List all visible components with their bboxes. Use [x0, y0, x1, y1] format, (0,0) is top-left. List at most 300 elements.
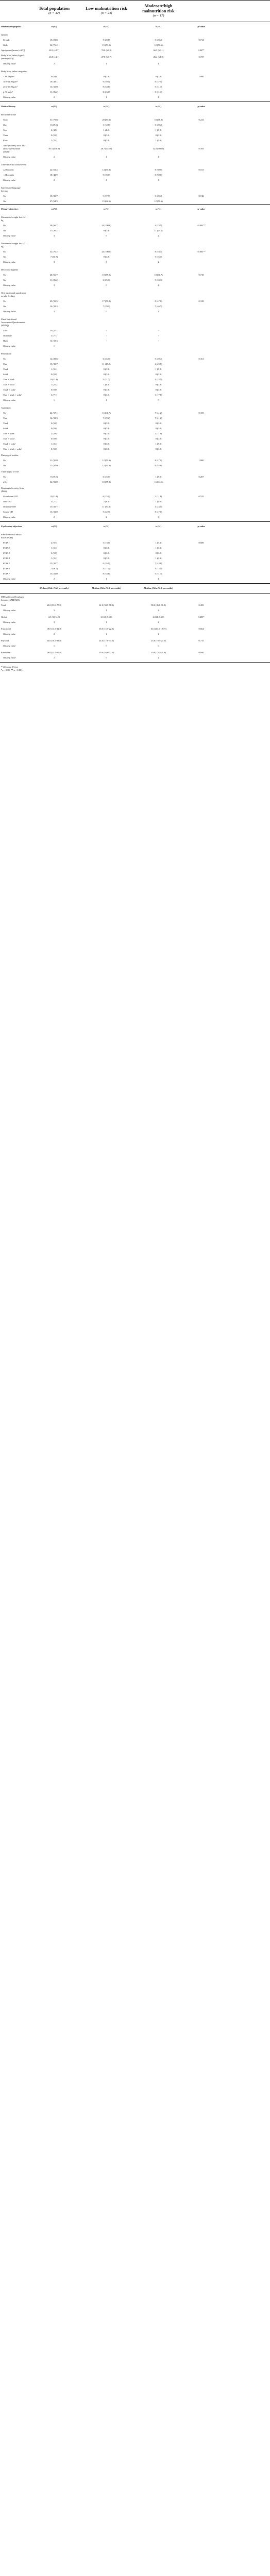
- value-cell: 1: [106, 399, 107, 401]
- value-cell: 1 (2.4): [51, 368, 57, 370]
- row-label: No: [3, 459, 6, 462]
- row-label: No: [3, 300, 6, 302]
- value-cell: 1 (2.4): [51, 443, 57, 445]
- p-value-cell: [184, 643, 218, 650]
- value-cell: 0 (0.0): [103, 373, 110, 376]
- value-cell: 3: [53, 261, 55, 263]
- value-cell: 34 (81.0): [49, 481, 59, 483]
- value-cell: 19.0 (15.5-22.0): [46, 651, 62, 654]
- value-cell: 4 (23.5): [155, 505, 162, 508]
- p-value-cell: [184, 233, 218, 240]
- row-spacer-cell: [218, 117, 270, 123]
- variable-spacer-cell: [28, 531, 80, 540]
- row-spacer-cell: [218, 273, 270, 278]
- value-cell: 0 (0.0): [103, 75, 110, 78]
- row-spacer-cell: [218, 233, 270, 240]
- variable-spacer-cell: [28, 31, 80, 38]
- p-value-cell: [184, 416, 218, 421]
- variable-spacer-cell: [184, 240, 218, 249]
- p-value-cell: 0.499: [198, 604, 204, 606]
- row-spacer-cell: [218, 494, 270, 499]
- row-label: FOIS 5: [3, 562, 10, 565]
- value-cell: 28 (66.7): [49, 274, 59, 276]
- value-cell: 26.4 (±4.9): [153, 56, 164, 58]
- p-value-cell: [184, 566, 218, 571]
- table-row: [0, 143, 270, 155]
- row-label: Time (months) since last stroke event [mean (±SD)]: [3, 144, 25, 153]
- value-cell: 18 (42.9): [49, 174, 59, 176]
- table-row: [0, 199, 270, 205]
- p-value-cell: [184, 43, 218, 48]
- value-cell: 11 (73.3): [154, 229, 163, 232]
- p-value-cell: 0.718: [198, 274, 204, 276]
- variable-spacer-cell: [132, 31, 184, 38]
- variable-spacer-cell: [218, 266, 270, 273]
- p-value-cell: 0.047*: [198, 49, 205, 52]
- row-spacer-cell: [218, 167, 270, 173]
- value-cell: 2: [53, 156, 55, 158]
- p-value-cell: [184, 178, 218, 184]
- value-cell: 39.3 (±30.8): [48, 147, 60, 150]
- value-cell: 0 (0.0): [155, 422, 162, 425]
- value-cell: 8 (47.1): [155, 459, 162, 462]
- value-cell: 2: [53, 633, 55, 635]
- value-cell: 0 (0.0): [103, 443, 110, 445]
- variable-spacer-cell: [80, 68, 132, 74]
- value-cell: 3 (7.1): [51, 334, 57, 337]
- value-cell: 9 (37.5): [103, 195, 110, 197]
- value-cell: 1: [106, 179, 107, 181]
- section-column-label: n (%): [80, 102, 132, 112]
- value-cell: 8 (53.3): [155, 250, 162, 253]
- variable-name-row: [0, 316, 270, 328]
- row-label: ≤24 months: [3, 168, 14, 171]
- p-value-cell: [184, 387, 218, 393]
- value-cell: 1 (2.4): [51, 547, 57, 549]
- row-label: Yes: [3, 279, 6, 281]
- row-label: Female: [3, 39, 10, 41]
- value-cell: 13 (31.0): [49, 511, 59, 513]
- variable-spacer-cell: [132, 161, 184, 167]
- value-cell: 2.5 (1.0-4.0): [100, 616, 112, 618]
- table-footnotes: [0, 662, 270, 674]
- table-row: [0, 117, 270, 123]
- value-cell: 4 (17.4): [103, 567, 110, 570]
- value-cell: 3 (17.6): [155, 394, 162, 396]
- results-table: [0, 0, 270, 662]
- table-row: [0, 603, 270, 608]
- p-value-cell: 1.000: [198, 75, 204, 78]
- value-cell: 15 (62.5): [102, 200, 111, 202]
- value-cell: 0 (0.0): [103, 139, 110, 142]
- value-cell: -: [158, 340, 159, 342]
- value-cell: 58.0 (45.0-71.0): [151, 604, 166, 606]
- table-row: [0, 421, 270, 426]
- row-spacer-cell: [218, 499, 270, 504]
- variable-spacer-cell: [132, 350, 184, 357]
- row-label: No relevant OD: [3, 495, 18, 498]
- p-value-cell: [184, 328, 218, 333]
- row-spacer-cell: [218, 577, 270, 584]
- value-cell: 1: [106, 609, 107, 612]
- value-cell: 1 (5.9): [155, 139, 162, 142]
- variable-name-row: [0, 594, 270, 603]
- value-cell: 1: [106, 96, 107, 98]
- variable-spacer-cell: [28, 68, 80, 74]
- value-cell: 1: [53, 345, 55, 347]
- value-cell: 5 (29.4): [155, 124, 162, 126]
- p-value-cell: 0.105: [198, 412, 204, 414]
- value-cell: 16 (38.1): [49, 80, 59, 83]
- value-cell: 2: [158, 609, 159, 612]
- section-title: Primary objectives: [0, 205, 28, 214]
- p-value-cell: [184, 228, 218, 233]
- row-spacer-cell: [218, 283, 270, 290]
- table-row: [0, 382, 270, 387]
- row-spacer-cell: [218, 123, 270, 128]
- row-label: Missing value: [3, 62, 16, 65]
- row-label: No: [3, 195, 6, 197]
- value-cell: 15 (35.7): [49, 562, 59, 565]
- value-cell: 12 (50.0): [102, 459, 111, 462]
- p-value-cell: [184, 61, 218, 68]
- value-cell: 70.6 (±8.3): [101, 49, 112, 52]
- value-cell: 0: [106, 645, 107, 647]
- row-spacer-cell: [218, 515, 270, 522]
- section-column-label: p-value: [184, 205, 218, 214]
- value-cell: 0 (0.0): [103, 229, 110, 232]
- p-value-cell: [184, 362, 218, 367]
- row-spacer-cell: [218, 620, 270, 626]
- header-low-risk: [80, 1, 132, 22]
- variable-spacer-cell: [218, 350, 270, 357]
- row-label: Moderate: [3, 334, 12, 337]
- variable-name: Speech-and-language therapy: [1, 187, 21, 192]
- row-label: Body Mass Index (kg/m²) [mean (±SD)]: [1, 54, 25, 60]
- value-cell: 0 (0.0): [155, 552, 162, 554]
- row-label: Emotional: [1, 651, 11, 654]
- p-value-cell: [184, 377, 218, 382]
- row-label: Missing value: [3, 656, 16, 659]
- row-spacer-cell: [218, 249, 270, 255]
- row-label: No: [3, 358, 6, 360]
- row-spacer-cell: [218, 173, 270, 178]
- value-cell: 5 (22.7): [103, 511, 110, 513]
- p-value-cell: [184, 577, 218, 584]
- section-header-row: [0, 205, 270, 214]
- row-spacer-cell: [218, 603, 270, 608]
- table-row: [0, 43, 270, 48]
- value-cell: 7 (41.2): [155, 417, 162, 419]
- value-cell: 1: [158, 179, 159, 181]
- header-moderate-high-risk: [132, 1, 184, 22]
- p-value-cell: [184, 79, 218, 84]
- row-label: Thin + thick: [3, 378, 14, 381]
- section-column-label: n (%): [80, 22, 132, 32]
- row-spacer-cell: [218, 74, 270, 79]
- row-label: Yes: [3, 464, 6, 467]
- value-cell: 5 (31.3): [155, 91, 162, 93]
- p-value-cell: [184, 515, 218, 522]
- value-cell: 27.0 (±3.7): [101, 56, 112, 58]
- p-value-cell: 0.940: [198, 651, 204, 654]
- p-value-cell: [184, 571, 218, 577]
- table-row: [0, 84, 270, 90]
- value-cell: 5 (20.8): [103, 39, 110, 41]
- variable-name: Body Mass Index categories: [1, 70, 27, 73]
- p-value-cell: 0.737: [198, 56, 204, 58]
- table-row: [0, 577, 270, 584]
- value-cell: 0 (0.0): [51, 388, 57, 391]
- variable-spacer-cell: [184, 214, 218, 223]
- section-spacer-cell: [218, 205, 270, 214]
- row-spacer-cell: [218, 372, 270, 377]
- row-spacer-cell: [218, 442, 270, 447]
- p-value-cell: 1.000: [198, 459, 204, 462]
- variable-spacer-cell: [184, 531, 218, 540]
- row-spacer-cell: [218, 338, 270, 344]
- value-cell: 13 (31.0): [49, 86, 59, 88]
- row-label: Two: [3, 129, 7, 131]
- value-cell: 52.0 (±60.0): [153, 147, 164, 150]
- value-cell: 0 (0.0): [51, 427, 57, 430]
- table-header-row: [0, 1, 270, 22]
- row-spacer-cell: [218, 309, 270, 316]
- value-cell: 0 (0.0): [51, 437, 57, 440]
- value-cell: 4 (9.5): [51, 541, 57, 544]
- value-cell: 8 (50.0): [155, 174, 162, 176]
- value-cell: 24 (57.1): [49, 329, 59, 332]
- p-value-cell: [184, 393, 218, 398]
- row-spacer-cell: [218, 474, 270, 480]
- p-value-cell: 0.715: [198, 639, 204, 642]
- row-label: Functional: [1, 628, 11, 630]
- row-spacer-cell: [218, 421, 270, 426]
- row-label: No: [3, 412, 6, 414]
- row-spacer-cell: [218, 411, 270, 416]
- variable-spacer-cell: [28, 350, 80, 357]
- p-value-cell: [184, 123, 218, 128]
- p-value-cell: [184, 546, 218, 551]
- variable-spacer-cell: [28, 111, 80, 117]
- row-label: Missing value: [3, 234, 16, 237]
- table-page: [0, 0, 270, 674]
- section-column-label: n (%): [28, 102, 80, 112]
- value-cell: 0: [106, 656, 107, 659]
- variable-spacer-cell: [28, 290, 80, 299]
- p-value-cell: [184, 655, 218, 662]
- variable-name: 'Other signs' of OD: [1, 470, 19, 473]
- row-label: Missing value: [3, 609, 16, 612]
- p-value-cell: [184, 421, 218, 426]
- row-spacer-cell: [218, 431, 270, 436]
- value-cell: 0 (0.0): [51, 448, 57, 450]
- value-cell: 0 (0.0): [51, 75, 57, 78]
- section-title: Patient demographics: [0, 22, 28, 32]
- row-spacer-cell: [218, 199, 270, 205]
- value-cell: 0 (0.0): [103, 557, 110, 560]
- table-row: [0, 540, 270, 546]
- row-spacer-cell: [218, 43, 270, 48]
- variable-spacer-cell: [132, 290, 184, 299]
- value-cell: 7 (16.7): [50, 567, 58, 570]
- value-cell: 0 (0.0): [103, 256, 110, 258]
- variable-name: Unintended weight loss >3 kg: [1, 242, 26, 248]
- row-label: No: [3, 224, 6, 227]
- variable-spacer-cell: [218, 468, 270, 474]
- p-value-cell: <0.001**: [197, 224, 206, 227]
- row-label: Missing value: [3, 633, 16, 635]
- value-cell: 1 (5.9): [155, 476, 162, 478]
- table-row: [0, 608, 270, 615]
- value-cell: 12 (50.0): [102, 464, 111, 467]
- value-cell: 13 (31.0): [49, 572, 59, 575]
- p-value-cell: [184, 260, 218, 266]
- value-cell: 0 (0.0): [103, 427, 110, 430]
- value-cell: 4 (23.5): [155, 363, 162, 365]
- value-cell: -: [158, 334, 159, 337]
- row-spacer-cell: [218, 393, 270, 398]
- value-cell: 2 (4.8): [51, 129, 57, 131]
- section-spacer-cell: [218, 584, 270, 594]
- header-total-n: (n = 42): [48, 11, 60, 15]
- variable-spacer-cell: [132, 316, 184, 328]
- p-value-cell: [184, 138, 218, 143]
- row-spacer-cell: [218, 333, 270, 338]
- variable-name-row: [0, 68, 270, 74]
- row-spacer-cell: [218, 436, 270, 442]
- section-spacer-cell: [218, 102, 270, 112]
- table-row: [0, 178, 270, 184]
- variable-spacer-cell: [80, 404, 132, 411]
- p-value-cell: [184, 426, 218, 431]
- row-label: Thin + solid: [3, 437, 14, 440]
- variable-name-row: [0, 266, 270, 273]
- value-cell: -: [106, 329, 107, 332]
- table-row: [0, 463, 270, 468]
- value-cell: 0 (0.0): [51, 373, 57, 376]
- value-cell: 0: [106, 310, 107, 313]
- variable-name: Aspiration: [1, 406, 11, 409]
- table-row: [0, 442, 270, 447]
- row-label: FOIS 3: [3, 552, 10, 554]
- value-cell: 8 (47.1): [155, 511, 162, 513]
- variable-name: Gender: [1, 33, 8, 36]
- row-label: FOIS 4: [3, 557, 10, 560]
- row-label: Severe OD: [3, 511, 13, 513]
- variable-name: Unintended weight loss >4 kg: [1, 216, 26, 222]
- table-row: [0, 393, 270, 398]
- p-value-cell: [184, 632, 218, 638]
- table-row: [0, 233, 270, 240]
- row-spacer-cell: [218, 566, 270, 571]
- table-row: [0, 426, 270, 431]
- value-cell: 5 (29.4): [155, 195, 162, 197]
- p-value-cell: [184, 367, 218, 372]
- value-cell: 2: [158, 234, 159, 237]
- variable-spacer-cell: [184, 485, 218, 494]
- table-row: [0, 133, 270, 138]
- table-row: [0, 260, 270, 266]
- table-row: [0, 228, 270, 233]
- value-cell: 2: [53, 179, 55, 181]
- value-cell: 28 (66.7): [49, 224, 59, 227]
- row-spacer-cell: [218, 643, 270, 650]
- value-cell: 0 (0.0): [51, 134, 57, 137]
- p-value-cell: [184, 84, 218, 90]
- variable-spacer-cell: [132, 452, 184, 458]
- row-spacer-cell: [218, 278, 270, 283]
- table-row: [0, 167, 270, 173]
- row-label: Missing value: [3, 345, 16, 347]
- value-cell: 2: [158, 284, 159, 286]
- table-row: [0, 194, 270, 199]
- row-spacer-cell: [218, 463, 270, 468]
- row-label: Thin: [3, 363, 8, 365]
- value-cell: 2: [53, 96, 55, 98]
- table-row: [0, 546, 270, 551]
- row-spacer-cell: [218, 398, 270, 404]
- row-label: Missing value: [3, 156, 16, 158]
- row-spacer-cell: [218, 561, 270, 566]
- table-row: [0, 615, 270, 620]
- row-label: Global: [1, 616, 7, 618]
- value-cell: 10 (66.7): [154, 274, 163, 276]
- table-row: [0, 504, 270, 510]
- value-cell: 23.0 (18.5-28.0): [46, 639, 62, 642]
- section-spacer-cell: [218, 522, 270, 532]
- header-total: [28, 1, 80, 22]
- row-label: None: [3, 118, 8, 121]
- value-cell: 11 (47.8): [102, 363, 111, 365]
- header-moderate-high-risk-n: (n = 17): [153, 14, 164, 18]
- value-cell: 8 (34.8): [103, 572, 110, 575]
- variable-name-row: [0, 452, 270, 458]
- value-cell: [80, 344, 132, 350]
- table-row: [0, 95, 270, 102]
- value-cell: 2.0 (1.0-4.0): [48, 616, 60, 618]
- table-row: [0, 249, 270, 255]
- value-cell: 15 (35.7): [49, 363, 59, 365]
- value-cell: 0 (0.0): [155, 427, 162, 430]
- table-row: [0, 411, 270, 416]
- value-cell: 31 (73.8): [49, 118, 59, 121]
- row-label: No: [3, 476, 6, 478]
- table-row: [0, 620, 270, 626]
- table-row: [0, 638, 270, 643]
- p-value-cell: [184, 199, 218, 205]
- row-spacer-cell: [218, 260, 270, 266]
- variable-spacer-cell: [218, 485, 270, 494]
- table-row: [0, 173, 270, 178]
- value-cell: 14 (60.9): [102, 168, 111, 171]
- value-cell: 12 (70.6): [154, 44, 163, 46]
- section-column-label: n (%): [80, 522, 132, 532]
- value-cell: 11 (50.0): [102, 505, 111, 508]
- row-label: 18.5-24.9 kg/m²: [3, 80, 18, 83]
- row-label: ≥ 30 kg/m²: [3, 91, 13, 93]
- section-header-row: [0, 584, 270, 594]
- p-value-cell: [184, 561, 218, 566]
- row-label: Missing value: [3, 621, 16, 623]
- row-label: Missing value: [3, 179, 16, 181]
- table-row: [0, 515, 270, 522]
- value-cell: 7 (46.7): [155, 256, 162, 258]
- p-value-cell: [184, 436, 218, 442]
- value-cell: 5 (33.3): [155, 279, 162, 281]
- p-value-cell: [184, 278, 218, 283]
- value-cell: 26.8 (±4.1): [49, 56, 59, 58]
